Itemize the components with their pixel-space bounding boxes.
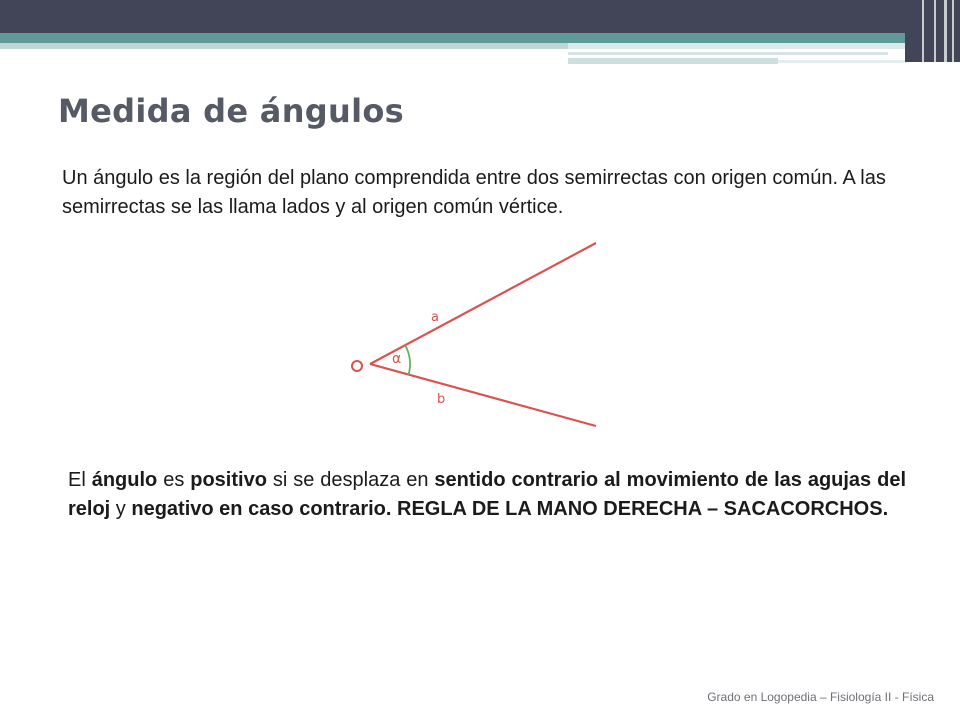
rule-paragraph	[68, 466, 906, 524]
header-step-line	[568, 58, 778, 64]
slide-title: Medida de ángulos	[58, 92, 404, 130]
angle-label: α	[392, 351, 402, 367]
ray-b	[370, 364, 596, 426]
slide-footer: Grado en Logopedia – Fisiología II - Física	[707, 690, 934, 704]
intro-paragraph: Un ángulo es la región del plano comprendida entre dos semirrectas con origen común. A las semirrectas se las llama lados y al origen común vértice.	[62, 167, 886, 218]
angle-arc	[405, 345, 410, 374]
ray-b-label: b	[437, 392, 446, 407]
rule-keyword: ángulo	[91, 469, 158, 491]
rule-text: si se desplaza en	[266, 469, 435, 491]
rule-text: es	[157, 469, 191, 491]
header-vertical-line	[922, 0, 924, 62]
vertex-marker	[352, 361, 362, 371]
header-vertical-line	[944, 0, 947, 62]
angle-diagram	[340, 238, 610, 438]
rule-text: y	[110, 498, 132, 520]
header-accent-bar	[0, 33, 960, 43]
header-vertical-line	[934, 0, 936, 62]
ray-a-label: a	[431, 310, 439, 325]
header-light-strip	[0, 43, 568, 49]
ray-a	[370, 243, 596, 364]
rule-keyword: negativo en caso contrario. REGLA DE LA MANO DERECHA – SACACORCHOS.	[131, 498, 889, 520]
rule-keyword: positivo	[190, 469, 267, 491]
header-vertical-line	[952, 0, 954, 62]
header-bar	[0, 0, 960, 33]
header-step-line	[568, 52, 888, 55]
rule-keyword: sentido contrario al movimiento de las agujas del reloj	[68, 469, 906, 520]
header-step-line	[778, 60, 908, 63]
header-step-line	[568, 43, 908, 49]
rule-text: El	[68, 469, 92, 491]
